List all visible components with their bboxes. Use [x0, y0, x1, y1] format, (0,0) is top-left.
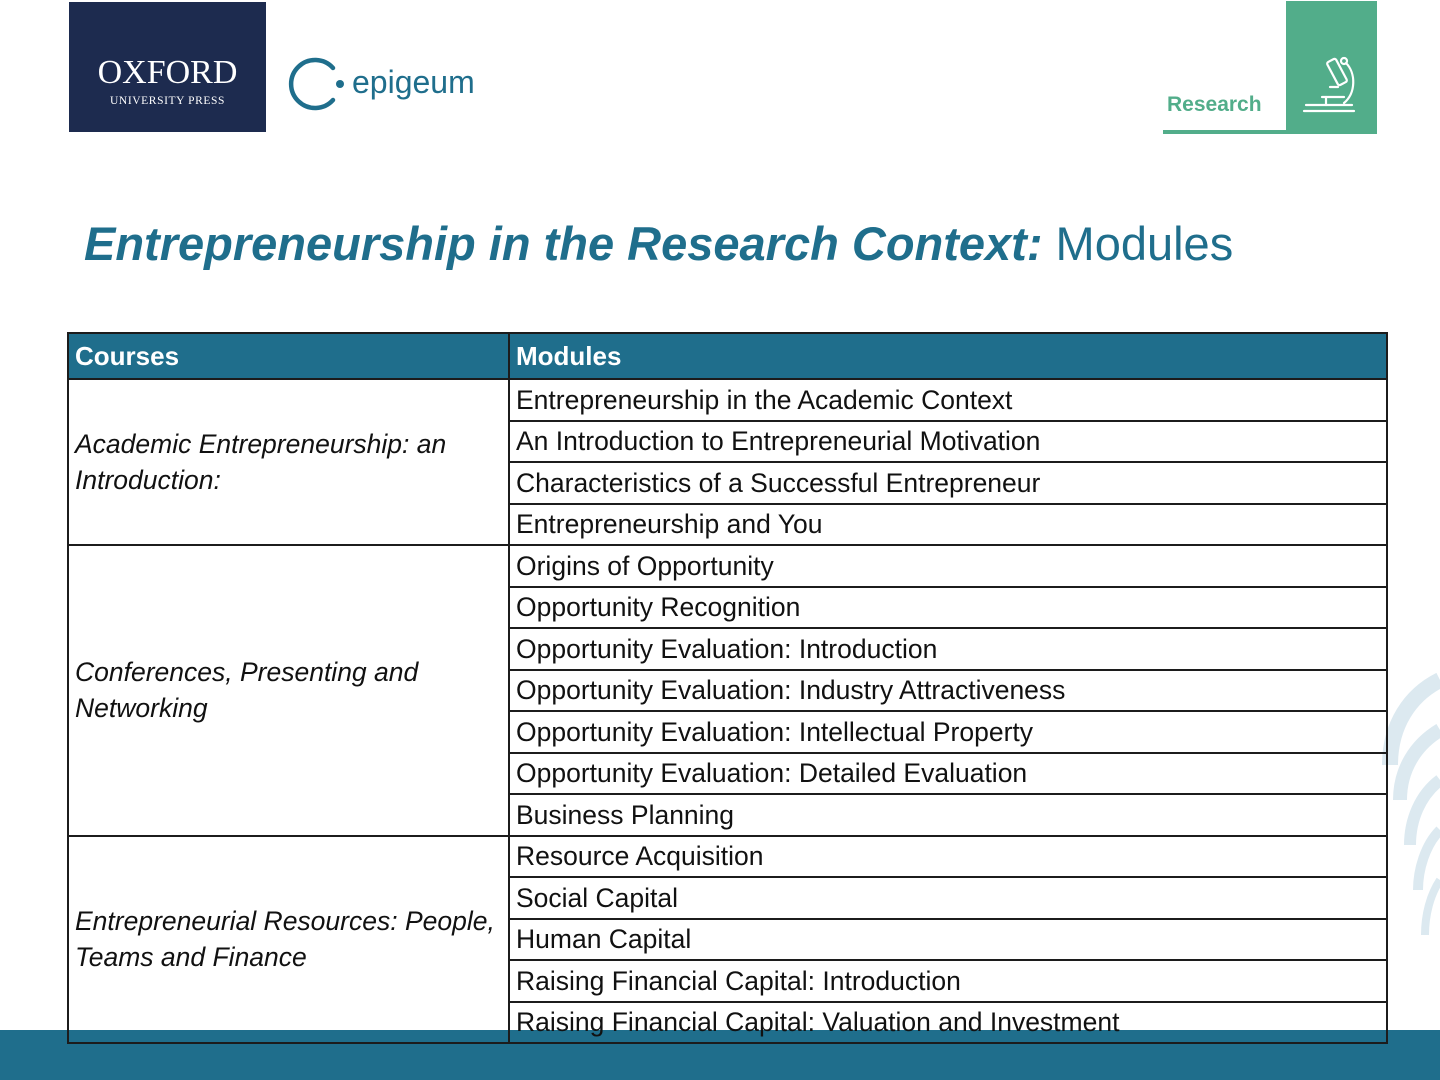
module-cell: Human Capital: [509, 919, 1387, 961]
module-cell: Resource Acquisition: [509, 836, 1387, 878]
module-cell: Business Planning: [509, 794, 1387, 836]
research-badge: [1163, 1, 1377, 134]
module-cell: Origins of Opportunity: [509, 545, 1387, 587]
course-cell: Conferences, Presenting and Networking: [68, 545, 509, 836]
header-courses: Courses: [68, 333, 509, 379]
module-cell: Entrepreneurship and You: [509, 504, 1387, 546]
research-label: Research: [1167, 93, 1262, 116]
table-header-row: [68, 333, 1387, 379]
module-cell: Raising Financial Capital: Introduction: [509, 960, 1387, 1002]
module-cell: Opportunity Evaluation: Intellectual Property: [509, 711, 1387, 753]
module-cell: Entrepreneurship in the Academic Context: [509, 379, 1387, 421]
page-title-emphasis: Entrepreneurship in the Research Context:: [84, 217, 1043, 270]
table-row: [68, 379, 1387, 421]
research-icon-box: [1286, 1, 1377, 134]
course-cell: Academic Entrepreneurship: an Introduction:: [68, 379, 509, 545]
module-cell: Opportunity Evaluation: Detailed Evaluation: [509, 753, 1387, 795]
module-cell: Opportunity Evaluation: Introduction: [509, 628, 1387, 670]
microscope-icon: [1286, 1, 1377, 134]
research-underline: [1163, 130, 1286, 134]
module-cell: Social Capital: [509, 877, 1387, 919]
oxford-logo-main: OXFORD: [97, 54, 238, 91]
module-cell: Raising Financial Capital: Valuation and Investment: [509, 1002, 1387, 1044]
epigeum-logo-text: epigeum: [352, 64, 475, 100]
module-cell: Opportunity Recognition: [509, 587, 1387, 629]
table-row: [68, 836, 1387, 878]
page-title-rest: Modules: [1055, 217, 1234, 270]
courses-modules-table: [67, 332, 1388, 1044]
header-modules: Modules: [509, 333, 1387, 379]
page-title: [84, 214, 1233, 274]
module-cell: Opportunity Evaluation: Industry Attractiveness: [509, 670, 1387, 712]
oxford-university-press-logo: [69, 2, 266, 132]
course-cell: Entrepreneurial Resources: People, Teams and Finance: [68, 836, 509, 1044]
epigeum-logo: [288, 56, 498, 112]
module-cell: An Introduction to Entrepreneurial Motivation: [509, 421, 1387, 463]
oxford-logo-sub: UNIVERSITY PRESS: [110, 95, 225, 107]
epigeum-c-icon: [288, 56, 348, 112]
table-row: [68, 545, 1387, 587]
module-cell: Characteristics of a Successful Entrepreneur: [509, 462, 1387, 504]
